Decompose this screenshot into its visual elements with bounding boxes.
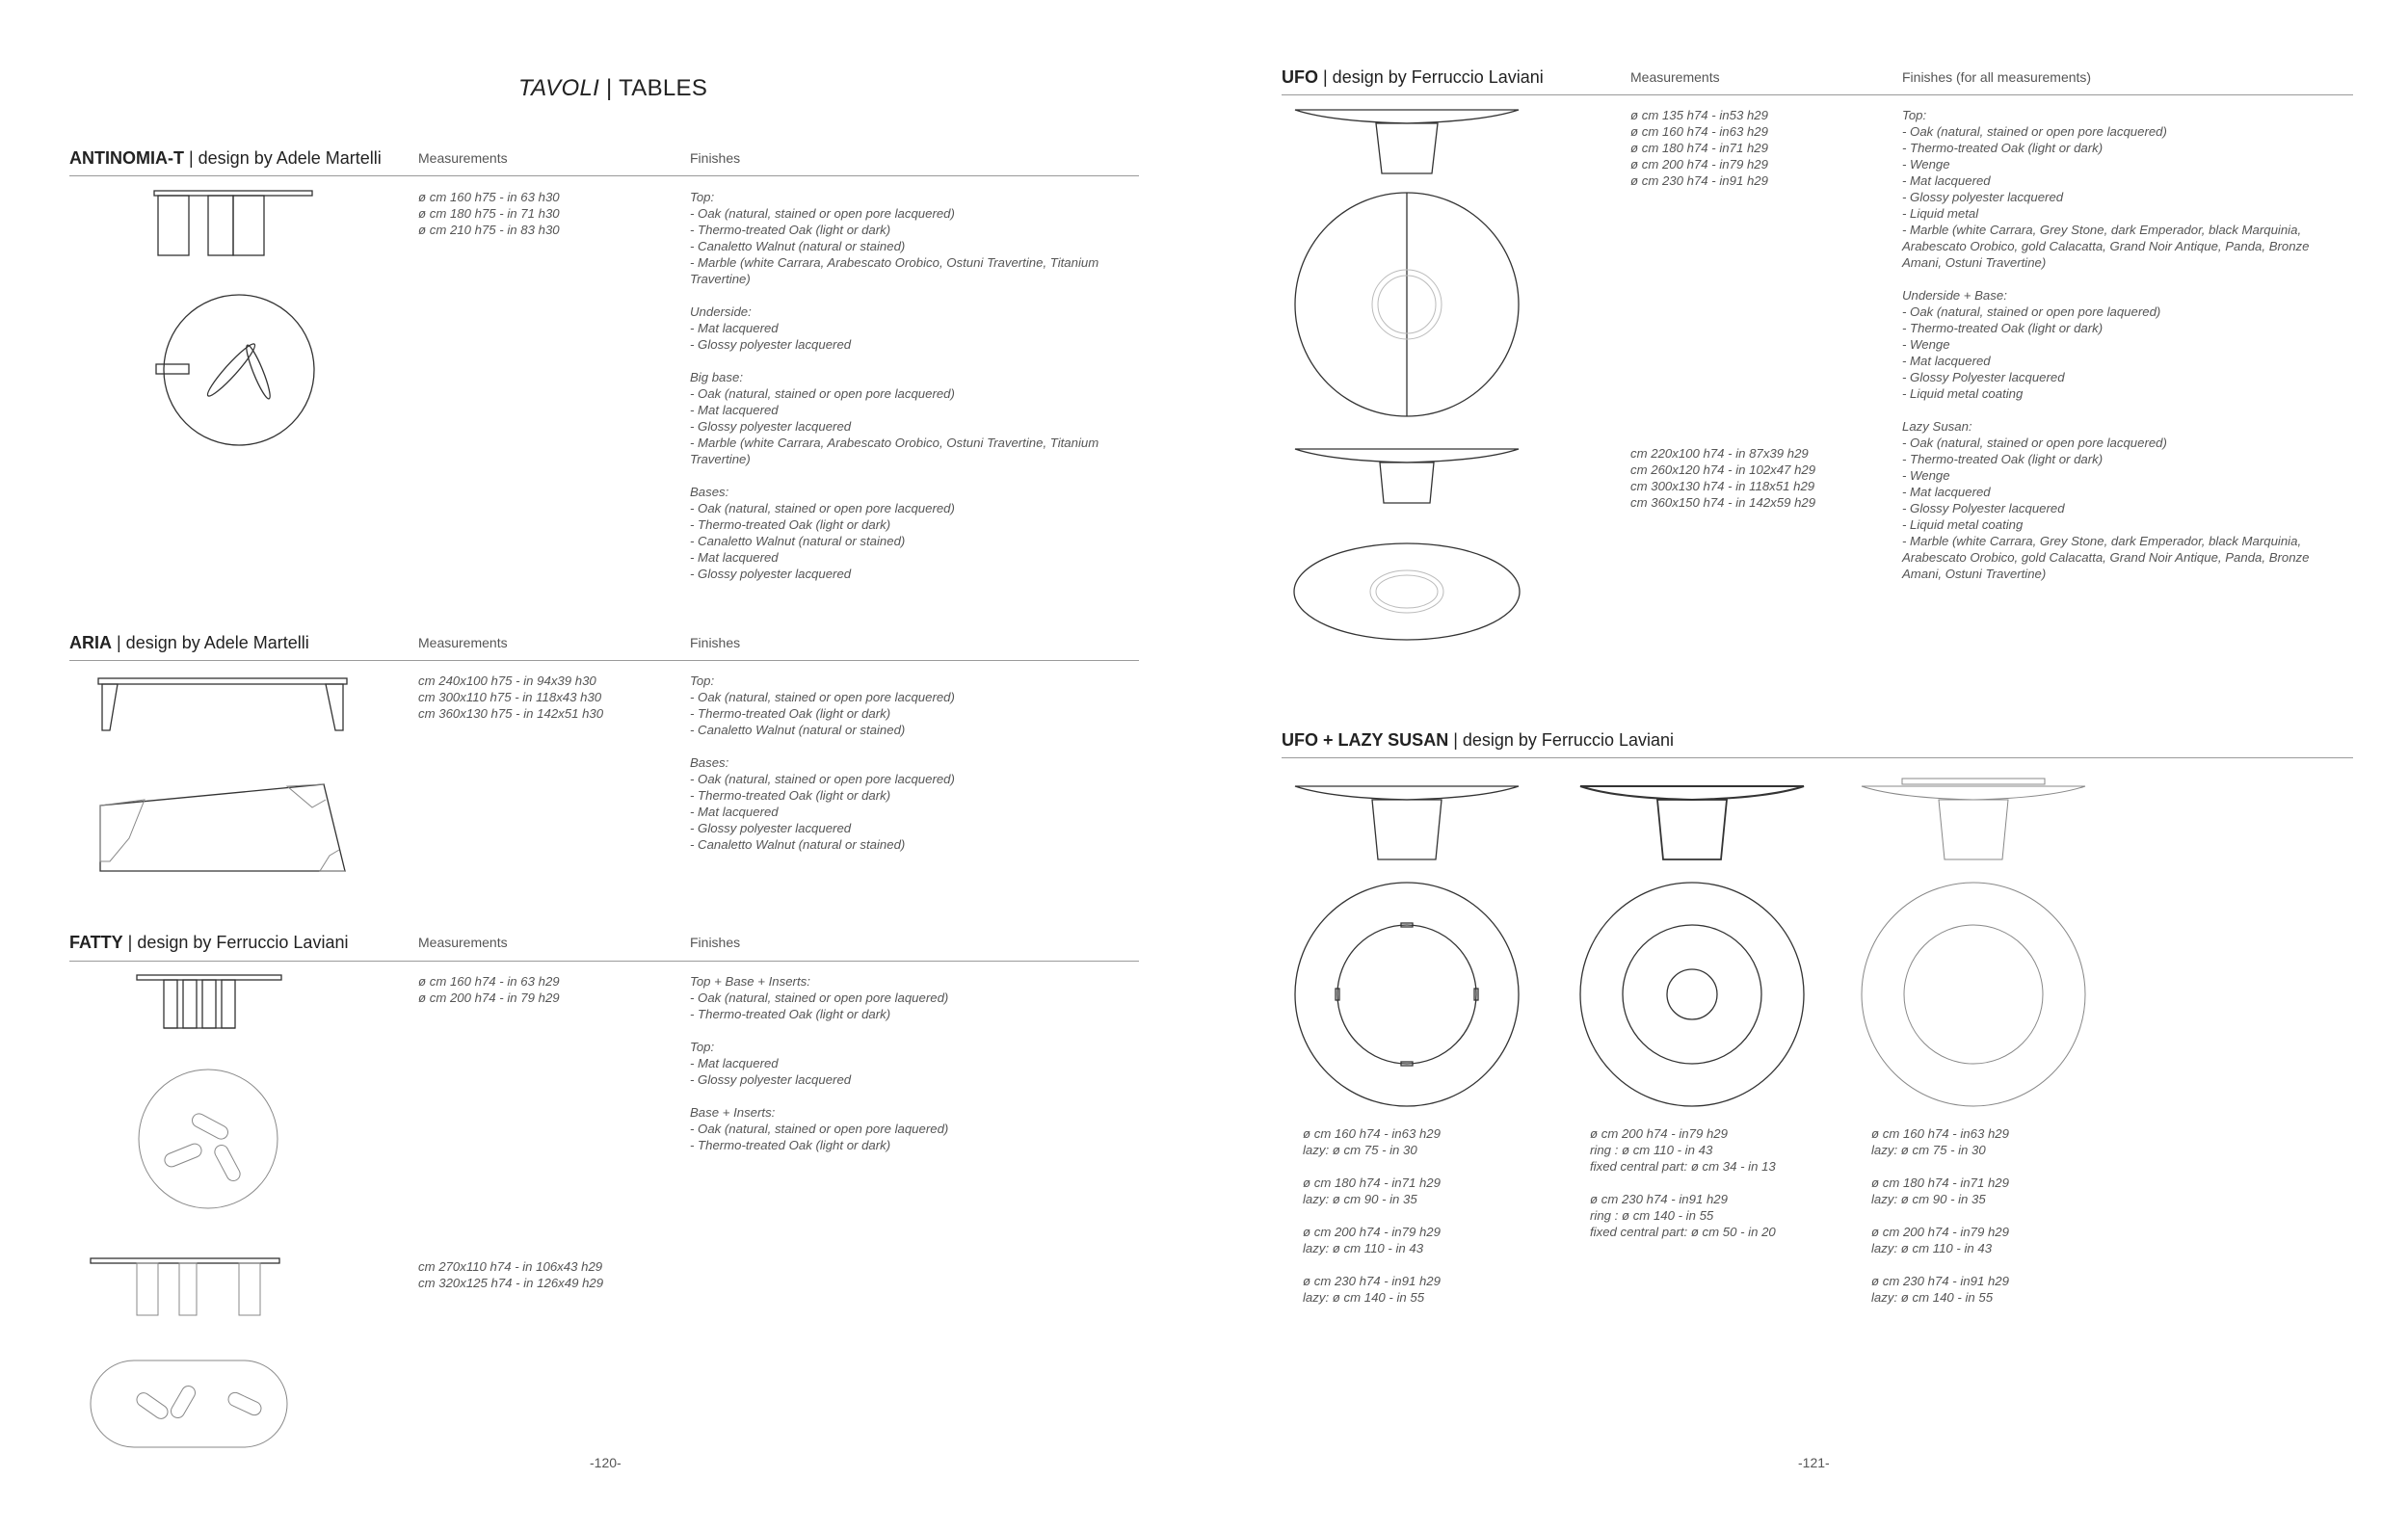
caption-line: ø cm 200 h74 - in79 h29	[1871, 1225, 2009, 1239]
ufo-oval-top-drawing	[1291, 540, 1522, 646]
section-divider	[1282, 757, 2353, 758]
measurement: ø cm 210 h75 - in 83 h30	[418, 223, 560, 237]
fatty-round-side-drawing	[135, 973, 289, 1033]
caption-line: fixed central part: ø cm 34 - in 13	[1590, 1159, 1776, 1174]
finishes-list	[690, 673, 1133, 869]
measurements-list-2	[418, 1258, 603, 1291]
finish-line: - Thermo-treated Oak (light or dark)	[690, 706, 891, 721]
finish-line: - Mat lacquered	[1902, 173, 1991, 188]
finish-group	[690, 673, 1133, 738]
caption-line: lazy: ø cm 90 - in 35	[1871, 1192, 1986, 1206]
caption-line: ø cm 180 h74 - in71 h29	[1303, 1175, 1441, 1190]
finish-line: Underside:	[690, 304, 752, 319]
product-name: UFO	[1282, 67, 1318, 87]
finish-line: - Oak (natural, stained or open pore lacquered)	[690, 772, 955, 786]
section-title-ufo	[1282, 67, 1544, 88]
page-number-right: -121-	[1798, 1455, 1830, 1470]
caption-line: lazy: ø cm 75 - in 30	[1871, 1143, 1986, 1157]
caption-line: ring : ø cm 140 - in 55	[1590, 1208, 1714, 1223]
measurements-list-2	[1630, 445, 1815, 511]
finish-line: - Canaletto Walnut (natural or stained)	[690, 837, 906, 852]
finishes-list	[690, 189, 1133, 598]
caption-line: ø cm 160 h74 - in63 h29	[1303, 1126, 1441, 1141]
finish-line: Travertine)	[690, 452, 751, 466]
caption-line: ø cm 230 h74 - in91 h29	[1590, 1192, 1728, 1206]
finishes-list	[1902, 107, 2355, 598]
finish-group	[690, 304, 1133, 353]
caption-line: ø cm 180 h74 - in71 h29	[1871, 1175, 2009, 1190]
finish-line: - Canaletto Walnut (natural or stained)	[690, 239, 906, 253]
ufo-lazy-caption-2	[1590, 1125, 1776, 1240]
finish-line: - Mat lacquered	[690, 403, 779, 417]
ufo-lazy-side-drawing-3	[1858, 777, 2089, 863]
designer: | design by Ferruccio Laviani	[1448, 730, 1674, 750]
caption-line: lazy: ø cm 140 - in 55	[1871, 1290, 1994, 1305]
caption-line: ring : ø cm 110 - in 43	[1590, 1143, 1713, 1157]
finish-line: - Thermo-treated Oak (light or dark)	[1902, 452, 2104, 466]
measurements-list	[418, 673, 603, 722]
finish-group	[690, 484, 1133, 582]
finish-line: Top + Base + Inserts:	[690, 974, 810, 989]
page-title-rest: | TABLES	[599, 75, 708, 101]
finish-line: - Mat lacquered	[1902, 354, 1991, 368]
finish-line: - Oak (natural, stained or open pore laquered)	[1902, 304, 2161, 319]
measurement: ø cm 200 h74 - in 79 h29	[418, 991, 560, 1005]
finish-line: Top:	[690, 190, 715, 204]
finish-line: - Liquid metal coating	[1902, 517, 2024, 532]
finish-line: - Glossy Polyester lacquered	[1902, 501, 2065, 515]
caption-line: lazy: ø cm 75 - in 30	[1303, 1143, 1417, 1157]
finish-line: - Glossy polyester lacquered	[690, 337, 852, 352]
measurements-label: Measurements	[418, 635, 508, 650]
caption-line: ø cm 200 h74 - in79 h29	[1590, 1126, 1728, 1141]
finish-line: - Marble (white Carrara, Grey Stone, dark Emperador, black Marquinia,	[1902, 223, 2302, 237]
ufo-lazy-top-drawing-2	[1576, 881, 1808, 1112]
finish-line: - Canaletto Walnut (natural or stained)	[690, 723, 906, 737]
finish-line: - Canaletto Walnut (natural or stained)	[690, 534, 906, 548]
aria-side-drawing	[96, 674, 351, 734]
measurements-label: Measurements	[1630, 69, 1720, 85]
finish-line: - Mat lacquered	[690, 321, 779, 335]
aria-top-drawing	[96, 779, 351, 875]
measurement: cm 270x110 h74 - in 106x43 h29	[418, 1259, 603, 1274]
ufo-round-top-drawing	[1291, 191, 1522, 422]
finish-line: - Oak (natural, stained or open pore laquered)	[690, 991, 949, 1005]
finish-line: - Glossy polyester lacquered	[1902, 190, 2064, 204]
finish-line: - Mat lacquered	[690, 1056, 779, 1070]
measurement: cm 300x130 h74 - in 118x51 h29	[1630, 479, 1815, 493]
finish-line: - Glossy Polyester lacquered	[1902, 370, 2065, 384]
measurement: ø cm 160 h74 - in63 h29	[1630, 124, 1768, 139]
measurement: ø cm 180 h74 - in71 h29	[1630, 141, 1768, 155]
section-title-aria	[69, 633, 309, 653]
finish-line: - Oak (natural, stained or open pore laquered)	[690, 1122, 949, 1136]
section-title-antinomia	[69, 148, 382, 169]
ufo-lazy-caption-1	[1303, 1125, 1441, 1306]
measurements-list	[418, 973, 560, 1006]
finish-line: Arabescato Orobico, gold Calacatta, Grand Noir Antique, Panda, Bronze	[1902, 239, 2310, 253]
finish-line: - Oak (natural, stained or open pore lacquered)	[1902, 436, 2167, 450]
finish-line: - Oak (natural, stained or open pore lacquered)	[690, 386, 955, 401]
section-title-ufo-lazy	[1282, 730, 1674, 751]
finish-line: - Thermo-treated Oak (light or dark)	[690, 223, 891, 237]
finish-line: - Thermo-treated Oak (light or dark)	[690, 1138, 891, 1152]
finish-line: - Liquid metal coating	[1902, 386, 2024, 401]
finish-line: - Thermo-treated Oak (light or dark)	[690, 788, 891, 803]
designer: | design by Adele Martelli	[183, 148, 382, 168]
finish-group	[690, 1104, 1133, 1153]
measurements-label: Measurements	[418, 935, 508, 950]
finish-line: - Mat lacquered	[690, 805, 779, 819]
finish-line: - Marble (white Carrara, Arabescato Orobico, Ostuni Travertine, Titanium	[690, 255, 1099, 270]
finishes-label: Finishes	[690, 150, 741, 166]
caption-line: ø cm 230 h74 - in91 h29	[1303, 1274, 1441, 1288]
caption-line: lazy: ø cm 110 - in 43	[1303, 1241, 1424, 1255]
finish-line: - Wenge	[1902, 157, 1950, 172]
finish-line: - Glossy polyester lacquered	[690, 1072, 852, 1087]
ufo-lazy-side-drawing-2	[1576, 782, 1808, 863]
measurement: cm 300x110 h75 - in 118x43 h30	[418, 690, 602, 704]
finish-line: - Thermo-treated Oak (light or dark)	[690, 517, 891, 532]
caption-line: ø cm 160 h74 - in63 h29	[1871, 1126, 2009, 1141]
finishes-list	[690, 973, 1133, 1170]
finish-line: - Oak (natural, stained or open pore lacquered)	[690, 501, 955, 515]
finish-line: Bases:	[690, 485, 729, 499]
finish-group	[690, 973, 1133, 1022]
finish-line: Lazy Susan:	[1902, 419, 1972, 434]
finish-line: Arabescato Orobico, gold Calacatta, Grand Noir Antique, Panda, Bronze	[1902, 550, 2310, 565]
finish-line: Amani, Ostuni Travertine)	[1902, 255, 2047, 270]
fatty-oval-side-drawing	[89, 1256, 283, 1320]
finish-line: Big base:	[690, 370, 743, 384]
measurement: cm 240x100 h75 - in 94x39 h30	[418, 674, 596, 688]
ufo-round-side-drawing	[1291, 106, 1522, 177]
section-title-fatty	[69, 933, 348, 953]
fatty-oval-top-drawing	[89, 1359, 291, 1451]
ufo-lazy-top-drawing-3	[1858, 881, 2089, 1112]
designer: | design by Adele Martelli	[112, 633, 309, 652]
measurement: cm 260x120 h74 - in 102x47 h29	[1630, 462, 1816, 477]
finish-group	[690, 754, 1133, 853]
finish-line: - Oak (natural, stained or open pore lacquered)	[1902, 124, 2167, 139]
measurement: cm 220x100 h74 - in 87x39 h29	[1630, 446, 1809, 461]
finish-group	[690, 189, 1133, 287]
finish-line: - Mat lacquered	[690, 550, 779, 565]
finish-group	[1902, 418, 2355, 582]
finish-line: - Glossy polyester lacquered	[690, 821, 852, 835]
section-divider	[69, 660, 1139, 661]
ufo-oval-side-drawing	[1291, 445, 1522, 507]
finish-line: Travertine)	[690, 272, 751, 286]
finish-line: - Glossy polyester lacquered	[690, 567, 852, 581]
measurement: cm 320x125 h74 - in 126x49 h29	[418, 1276, 604, 1290]
finish-line: Top:	[1902, 108, 1927, 122]
section-divider	[69, 961, 1139, 962]
antinomia-top-drawing	[152, 289, 326, 453]
product-name: ARIA	[69, 633, 112, 652]
page-number-left: -120-	[590, 1455, 622, 1470]
measurement: ø cm 200 h74 - in79 h29	[1630, 157, 1768, 172]
measurements-list	[1630, 107, 1768, 189]
measurements-list	[418, 189, 560, 238]
finish-group	[1902, 287, 2355, 402]
finishes-label: Finishes	[690, 635, 741, 650]
caption-line: lazy: ø cm 110 - in 43	[1871, 1241, 1993, 1255]
measurement: ø cm 180 h75 - in 71 h30	[418, 206, 560, 221]
finish-line: - Thermo-treated Oak (light or dark)	[1902, 321, 2104, 335]
finish-line: - Liquid metal	[1902, 206, 1979, 221]
product-name: FATTY	[69, 933, 123, 952]
finish-line: Base + Inserts:	[690, 1105, 776, 1120]
finish-line: Top:	[690, 674, 715, 688]
finish-line: - Wenge	[1902, 337, 1950, 352]
measurement: ø cm 135 h74 - in53 h29	[1630, 108, 1768, 122]
designer: | design by Ferruccio Laviani	[1318, 67, 1544, 87]
caption-line: lazy: ø cm 140 - in 55	[1303, 1290, 1425, 1305]
finish-line: - Marble (white Carrara, Arabescato Orobico, Ostuni Travertine, Titanium	[690, 436, 1099, 450]
designer: | design by Ferruccio Laviani	[122, 933, 349, 952]
ufo-lazy-side-drawing-1	[1291, 782, 1522, 863]
fatty-round-top-drawing	[135, 1068, 289, 1222]
caption-line: lazy: ø cm 90 - in 35	[1303, 1192, 1417, 1206]
finish-line: Amani, Ostuni Travertine)	[1902, 567, 2047, 581]
caption-line: fixed central part: ø cm 50 - in 20	[1590, 1225, 1776, 1239]
caption-line: ø cm 230 h74 - in91 h29	[1871, 1274, 2009, 1288]
measurement: cm 360x130 h75 - in 142x51 h30	[418, 706, 604, 721]
finish-group	[1902, 107, 2355, 271]
product-name: UFO + LAZY SUSAN	[1282, 730, 1449, 750]
section-divider	[1282, 94, 2353, 95]
ufo-lazy-top-drawing-1	[1291, 881, 1522, 1112]
finish-line: Top:	[690, 1040, 715, 1054]
finish-line: - Wenge	[1902, 468, 1950, 483]
caption-line: ø cm 200 h74 - in79 h29	[1303, 1225, 1441, 1239]
measurement: ø cm 160 h74 - in 63 h29	[418, 974, 560, 989]
finish-line: - Marble (white Carrara, Grey Stone, dark Emperador, black Marquinia,	[1902, 534, 2302, 548]
page-title-italic: TAVOLI	[518, 75, 600, 101]
product-name: ANTINOMIA-T	[69, 148, 184, 168]
measurement: cm 360x150 h74 - in 142x59 h29	[1630, 495, 1816, 510]
finishes-label: Finishes (for all measurements)	[1902, 69, 2092, 85]
finish-line: Underside + Base:	[1902, 288, 2007, 303]
finish-line: Bases:	[690, 755, 729, 770]
measurements-label: Measurements	[418, 150, 508, 166]
finish-line: - Glossy polyester lacquered	[690, 419, 852, 434]
finish-line: - Thermo-treated Oak (light or dark)	[690, 1007, 891, 1021]
measurement: ø cm 230 h74 - in91 h29	[1630, 173, 1768, 188]
page-title	[518, 75, 707, 102]
finish-group	[690, 1039, 1133, 1088]
finish-line: - Oak (natural, stained or open pore lacquered)	[690, 690, 955, 704]
measurement: ø cm 160 h75 - in 63 h30	[418, 190, 560, 204]
ufo-lazy-caption-3	[1871, 1125, 2009, 1306]
finish-line: - Thermo-treated Oak (light or dark)	[1902, 141, 2104, 155]
finish-line: - Mat lacquered	[1902, 485, 1991, 499]
finish-line: - Oak (natural, stained or open pore lacquered)	[690, 206, 955, 221]
finish-group	[690, 369, 1133, 467]
finishes-label: Finishes	[690, 935, 741, 950]
antinomia-side-drawing	[152, 189, 316, 258]
section-divider	[69, 175, 1139, 176]
